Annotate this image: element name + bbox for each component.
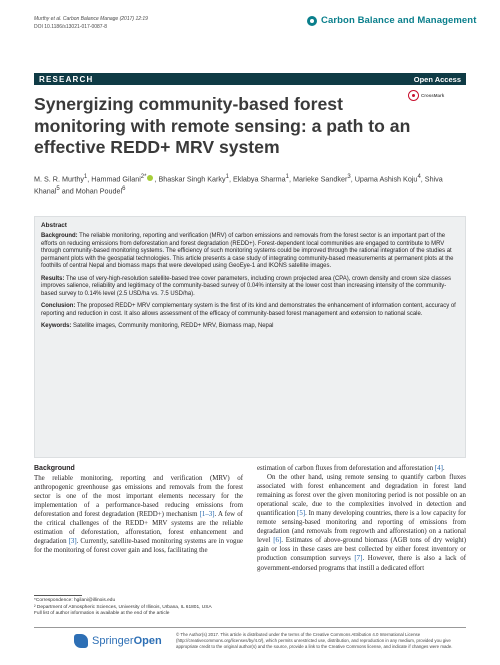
affiliation-note: ² Department of Atmospheric Sciences, University of Illinois, Urbana, IL 61801, USA (34, 604, 212, 610)
body-column-right (257, 464, 466, 573)
text-run: . In many developing countries, there is a low capacity for remote sensing-based monitoring and reporting of emissions from degradation (and removals from regrowth and afforestation) on a national level (257, 510, 466, 545)
running-header (34, 16, 148, 31)
author-affiliation: 1 (83, 174, 88, 180)
text-run: . Currently, satellite-based monitoring systems are in vogue for the monitoring of forest cover gain and loss, facilitating the (34, 538, 243, 555)
abstract-conclusion (41, 303, 461, 318)
abstract-background-text: The reliable monitoring, reporting and verification (MRV) of carbon emissions and removals from the forest sector is an important part of the efforts on reducing emissions from deforestation and forest degradation (REDD+). Forest-dependent local communities are engaged to contribute to MRV through community-based monitoring systems. The efficiency of such monitoring systems could be improved through the rational integration of the studies at permanent plots with the geospatial technologies. This article presents a case study of integrating community-based measurements at permanent plots at the foothills of central Nepal and biomass maps that were developed using GeoEye-1 and IKONS satellite images. (41, 233, 454, 269)
citation-link[interactable]: [5] (297, 510, 306, 518)
article-title: Synergizing community-based forest monitoring with remote sensing: a path to an effective REDD+ MRV system (34, 94, 411, 157)
text-run: The reliable monitoring, reporting and verification (MRV) of anthropogenic greenhouse gas emissions and removals from the forest sector is one of the most important elements necessary for the implementation of a performance-based reducing emissions from deforestation and forest degradation (REDD+) mechanism (34, 475, 243, 519)
paragraph (257, 464, 466, 473)
citation-link[interactable]: [1–3] (199, 511, 215, 519)
abstract-background-label: Background: (41, 233, 78, 239)
author-name[interactable]: Shiva Khanal (34, 174, 443, 196)
springer-horse-icon (74, 634, 88, 648)
abstract-heading: Abstract (41, 222, 67, 229)
author-affiliation: 1 (225, 174, 229, 180)
author-name[interactable]: Hammad Gilani (91, 174, 141, 184)
footnote-divider (34, 595, 82, 596)
footer-divider (34, 627, 466, 628)
springer-open-logo[interactable] (74, 634, 162, 648)
journal-logo-icon (307, 16, 317, 26)
author-name[interactable]: Bhaskar Singh Karky (158, 174, 226, 184)
author-affiliation: 6 (122, 186, 126, 193)
publisher-name-open: Open (133, 635, 162, 647)
section-heading: Background (34, 465, 75, 472)
text-run: . A few of the critical challenges of the REDD+ MRV systems are the reliable estimation of deforestation, afforestation, forest enhancement and degradation (34, 511, 243, 546)
footnotes (34, 598, 243, 618)
author-affiliation: 4 (417, 174, 421, 180)
correspondence[interactable]: *Correspondence: hgilani@illinois.edu (34, 598, 116, 603)
keywords-label: Keywords: (41, 323, 72, 329)
abstract-box (34, 216, 466, 458)
author-list: M. S. R. Murthy$^1$, Hammad Gilani$^{2*}$ , Bhaskar Singh Karky$^1$, Eklabya Sharma$^1$, Marieke Sandker$^3$, Upama Ashish Koju$^4$, Shiva Khanal$^5$ and Mohan Poudel$^6$ (34, 174, 443, 196)
citation-link[interactable]: [3] (68, 538, 77, 546)
publisher-name-part: Springer (92, 635, 134, 647)
author-affiliation: 1 (285, 174, 290, 180)
text-run: estimation of carbon fluxes from deforestation and afforestation (257, 465, 435, 472)
abstract-results-text: The use of very-high-resolution satellite-based tree cover parameters, including crown projected area (CPA), crown density and crown size classes improves salience, reliability and legitimacy of the community-based survey of 0.04% intensity at the lower cost than increasing intensity of the community-based survey to 0.14% level (2.5 USD/ha vs. 7.5 USD/ha). (41, 275, 451, 297)
abstract-conclusion-text: The proposed REDD+ MRV complementary system is the first of its kind and demonstrates the enhancement of information content, accuracy of reporting and reduction in cost. It also allows assessment of the efficacy of community-based forest management and extension to national scale. (41, 303, 456, 317)
open-access-label: Open Access (413, 74, 461, 84)
license-text: © The Author(s) 2017. This article is distributed under the terms of the Creative Commons Attribution 4.0 International License (http://creativecommons.org/licenses/by/4.0/), which permits unrestricted use, distribution, and reproduction in any medium, provided you give appropriate credit to the original author(s) and the source, provide a link to the Creative Commons license, and indicate if changes were made. (176, 632, 453, 649)
author-affiliation: 5 (56, 186, 60, 193)
author-name[interactable]: M. S. R. Murthy (34, 174, 84, 184)
citation-link[interactable]: [4] (434, 465, 443, 472)
abstract-keywords (41, 323, 461, 331)
author-name[interactable]: Mohan Poudel (75, 186, 123, 196)
text-run: On the other hand, using remote sensing to quantify carbon fluxes associated with forest enhancement and degradation in forest land remaining as forest over the given monitoring period is not possible on an operational scale, due to the complexities involved in detection and quantification (257, 474, 466, 518)
journal-name: Carbon Balance and Management (321, 15, 477, 26)
abstract-results-label: Results: (41, 275, 65, 282)
crossmark-label: CrossMark (421, 93, 445, 98)
body-column-left (34, 464, 243, 555)
journal-logo[interactable] (307, 15, 476, 26)
citation-link[interactable]: [7] (354, 555, 363, 563)
orcid-icon[interactable] (147, 175, 153, 181)
text-run: . However, there is also a lack of government-endorsed programs that instill a dedicated effort (257, 555, 466, 572)
paragraph (34, 474, 243, 555)
abstract-results (41, 276, 461, 299)
abstract-body (41, 233, 461, 336)
abstract-conclusion-label: Conclusion: (41, 303, 76, 309)
author-info-note: Full list of author information is available at the end of the article (34, 611, 170, 616)
author-name[interactable]: Marieke Sandker (293, 174, 348, 184)
doi[interactable]: DOI 10.1186/s13021-017-0087-8 (34, 23, 108, 30)
keywords-text: Satellite images, Community monitoring, REDD+ MRV, Biomass map, Nepal (73, 323, 274, 329)
abstract-background (41, 233, 461, 271)
text-run: . Estimates of above-ground biomass (AGB tons of dry weight) gain or loss in these cases are best collected by either forest inventory or production consumption surveys (257, 537, 466, 563)
text-run: . (442, 465, 445, 472)
section-bar (34, 73, 466, 85)
article-type: RESEARCH (39, 74, 94, 84)
author-name[interactable]: Eklabya Sharma (232, 174, 286, 184)
publisher-name (92, 635, 162, 647)
author-affiliation: 3 (347, 174, 351, 180)
journal-citation: Murthy et al. Carbon Balance Manage (2017) 12:19 (34, 16, 148, 22)
author-name[interactable]: Upama Ashish Koju (354, 174, 418, 184)
author-affiliation: 2* (140, 174, 147, 180)
paragraph (257, 473, 466, 573)
citation-link[interactable]: [6] (273, 537, 282, 545)
